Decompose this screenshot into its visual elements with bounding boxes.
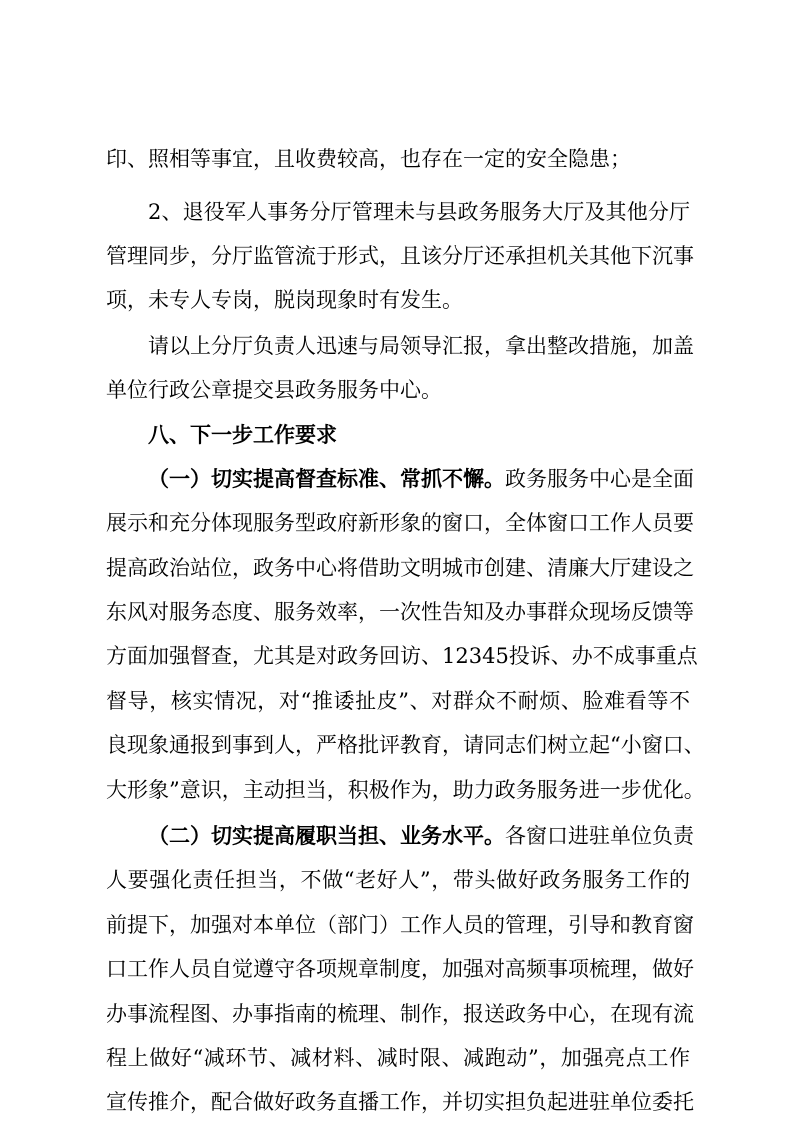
paragraph-line: 展示和充分体现服务型政府新形象的窗口，全体窗口工作人员要 [106, 511, 694, 535]
subsection-text: 各窗口进驻单位负责 [505, 824, 694, 848]
paragraph-line: 印、照相等事宜，且收费较高，也存在一定的安全隐患； [106, 147, 631, 171]
paragraph-line: 前提下，加强对本单位（部门）工作人员的管理，引导和教育窗 [106, 913, 694, 937]
paragraph-line: 大形象”意识，主动担当，积极作为，助力政务服务进一步优化。 [106, 778, 705, 802]
section-heading: 八、下一步工作要求 [148, 422, 337, 447]
paragraph-line: 管理同步，分厅监管流于形式，且该分厅还承担机关其他下沉事 [106, 244, 694, 268]
paragraph-line: 督导，核实情况，对“推诿扯皮”、对群众不耐烦、脸难看等不 [106, 689, 690, 713]
paragraph-line [148, 822, 694, 850]
paragraph-line: 程上做好“减环节、减材料、减时限、减跑动”，加强亮点工作 [106, 1046, 690, 1070]
paragraph-line: 宣传推介，配合做好政务直播工作，并切实担负起进驻单位委托 [106, 1090, 694, 1114]
paragraph-line: 方面加强督查，尤其是对政务回访、12345投诉、办不成事重点 [106, 644, 698, 668]
paragraph-line: 项，未专人专岗，脱岗现象时有发生。 [106, 288, 463, 312]
subsection-heading: （一）切实提高督查标准、常抓不懈。 [148, 466, 505, 491]
paragraph-line: 口工作人员自觉遵守各项规章制度，加强对高频事项梳理，做好 [106, 957, 694, 981]
paragraph-line: 2、退役军人事务分厅管理未与县政务服务大厅及其他分厅 [148, 200, 690, 224]
paragraph-line: 提高政治站位，政务中心将借助文明城市创建、清廉大厅建设之 [106, 556, 694, 580]
paragraph-line: 请以上分厅负责人迅速与局领导汇报，拿出整改措施，加盖 [148, 334, 694, 358]
paragraph-line: 人要强化责任担当，不做“老好人”，带头做好政务服务工作的 [106, 868, 690, 892]
paragraph-line: 良现象通报到事到人，严格批评教育，请同志们树立起“小窗口、 [106, 733, 705, 757]
subsection-heading: （二）切实提高履职当担、业务水平。 [148, 823, 505, 848]
paragraph-line: 单位行政公章提交县政务服务中心。 [106, 378, 442, 402]
paragraph-line: 东风对服务态度、服务效率，一次性告知及办事群众现场反馈等 [106, 600, 694, 624]
paragraph-line: 办事流程图、办事指南的梳理、制作，报送政务中心，在现有流 [106, 1002, 694, 1026]
paragraph-line [148, 465, 694, 493]
subsection-text: 政务服务中心是全面 [505, 467, 694, 491]
